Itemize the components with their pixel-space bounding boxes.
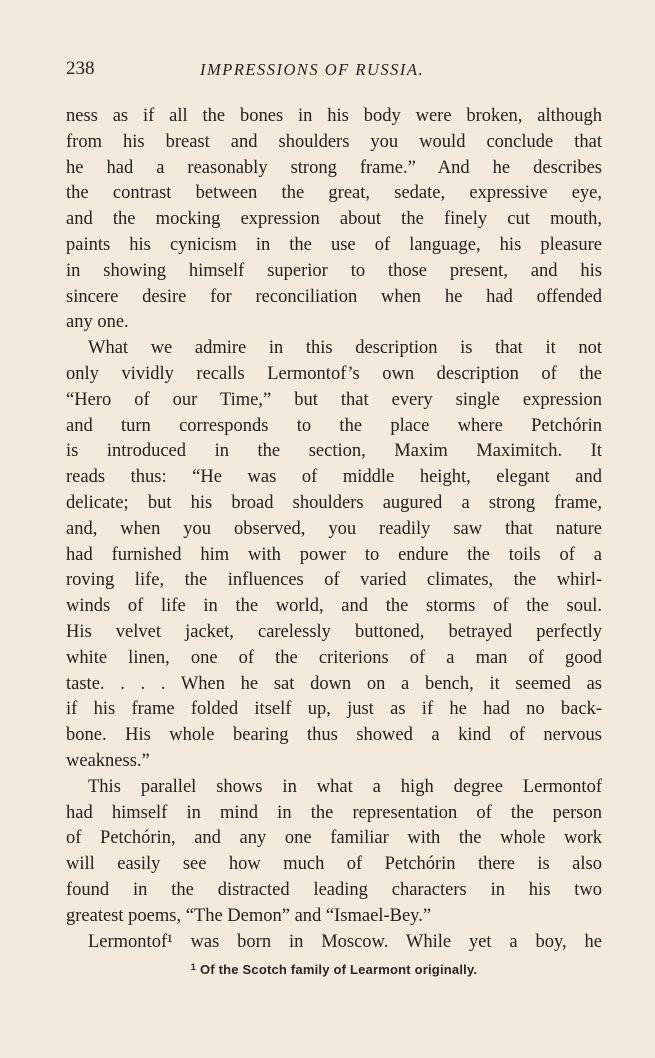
page-header — [66, 58, 602, 86]
text-line: His velvet jacket, carelessly buttoned, betrayed perfectly — [66, 621, 602, 642]
text-line: any one. — [66, 312, 129, 333]
body-text — [66, 104, 602, 955]
text-line: had furnished him with power to endure the toils of a — [66, 544, 602, 565]
text-line: greatest poems, “The Demon” and “Ismael-Bey.” — [66, 905, 432, 926]
running-title: IMPRESSIONS OF RUSSIA. — [200, 60, 425, 79]
text-line: only vividly recalls Lermontof’s own description of the — [66, 363, 602, 384]
text-line: will easily see how much of Petchórin there is also — [66, 854, 602, 875]
text-line: of Petchórin, and any one familiar with the whole work — [66, 828, 602, 849]
footnote — [66, 962, 602, 977]
text-line: white linen, one of the criterions of a man of good — [66, 647, 602, 668]
text-line: Lermontof¹ was born in Moscow. While yet a boy, he — [88, 931, 602, 952]
text-line: and, when you observed, you readily saw that nature — [66, 518, 602, 539]
text-line: paints his cynicism in the use of language, his pleasure — [66, 234, 602, 255]
text-line: bone. His whole bearing thus showed a kind of nervous — [66, 725, 602, 746]
text-line: and turn corresponds to the place where Petchórin — [66, 415, 602, 436]
text-line: weakness.” — [66, 750, 150, 771]
text-line: the contrast between the great, sedate, expressive eye, — [66, 183, 602, 204]
text-line: taste. . . . When he sat down on a bench, it seemed as — [66, 673, 602, 694]
text-line: What we admire in this description is that it not — [88, 338, 602, 359]
text-line: and the mocking expression about the finely cut mouth, — [66, 209, 602, 230]
text-line: “Hero of our Time,” but that every single expression — [66, 389, 602, 410]
page-number: 238 — [66, 58, 95, 79]
text-line: in showing himself superior to those present, and his — [66, 260, 602, 281]
text-line: from his breast and shoulders you would conclude that — [66, 131, 602, 152]
text-line: he had a reasonably strong frame.” And he describes — [66, 157, 602, 178]
text-line: sincere desire for reconciliation when he had offended — [66, 286, 602, 307]
text-line: found in the distracted leading characters in his two — [66, 879, 602, 900]
text-line: roving life, the influences of varied climates, the whirl- — [66, 570, 602, 591]
text-line: winds of life in the world, and the storms of the soul. — [66, 596, 602, 617]
footnote-text: Of the Scotch family of Learmont originally. — [199, 962, 478, 977]
text-line: ness as if all the bones in his body were broken, although — [66, 106, 602, 126]
text-line: if his frame folded itself up, just as if he had no back- — [66, 699, 602, 720]
text-line: reads thus: “He was of middle height, elegant and — [66, 467, 602, 488]
text-line: had himself in mind in the representation of the person — [66, 802, 602, 823]
footnote-marker: 1 — [190, 962, 196, 972]
text-line: is introduced in the section, Maxim Maximitch. It — [66, 441, 602, 462]
text-line: delicate; but his broad shoulders augured a strong frame, — [66, 492, 602, 513]
text-line: This parallel shows in what a high degree Lermontof — [88, 776, 602, 797]
